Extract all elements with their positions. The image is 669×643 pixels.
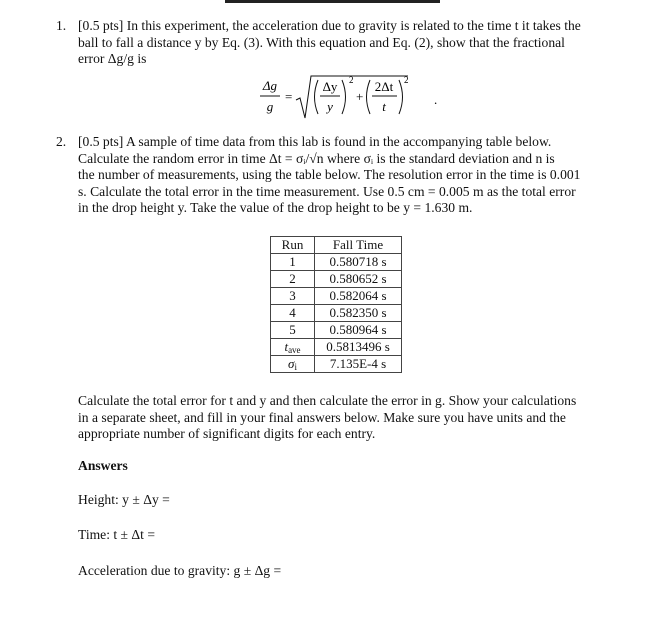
q2-line-5: in the drop height y. Take the value of the drop height to be y = 1.630 m. [78,200,473,216]
q1-line-1: [0.5 pts] In this experiment, the acceleration due to gravity is related to the time t it takes the [78,18,581,33]
q1-number: 1. [56,18,67,33]
answer-time: Time: t ± Δt = [78,527,156,542]
fall-time-cell: 0.580964 s [315,322,402,339]
formula-t2-exp: 2 [404,75,409,85]
table-header-row [271,237,402,254]
fall-time-cell: 0.580718 s [315,254,402,271]
formula-equals: = [285,89,293,104]
sigma-label-cell [271,356,315,373]
formula-t2-num: 2Δt [374,79,394,94]
run-cell: 2 [271,271,315,288]
table-row [271,271,402,288]
fall-time-cell: 0.582350 s [315,305,402,322]
average-row [271,339,402,356]
q2-line-4: s. Calculate the total error in the time measurement. Use 0.5 cm = 0.005 m as the total error [78,183,576,199]
formula-t1-den: y [327,99,333,114]
run-cell: 5 [271,322,315,339]
formula-t2-den: t [382,99,386,114]
q1-line-3: error Δg/g is [78,51,147,67]
instructions-line-1: Calculate the total error for t and y and then calculate the error in g. Show your calculations [78,393,577,408]
formula-lhs-den: g [266,99,274,114]
table-row [271,305,402,322]
q2-line-2: Calculate the random error in time Δt = σᵢ/√n where σᵢ is the standard deviation and n is [78,150,555,166]
top-rule [225,0,440,3]
sigma-row [271,356,402,373]
sigma-value-cell: 7.135E-4 s [315,356,402,373]
average-value-cell: 0.5813496 s [315,339,402,356]
instructions-line-3: appropriate number of significant digits for each entry. [78,426,376,442]
q1-line-2: ball to fall a distance y by Eq. (3). With this equation and Eq. (2), show that the fractional [78,34,565,50]
answer-gravity: Acceleration due to gravity: g ± Δg = [78,563,282,578]
answers-heading: Answers [78,458,128,473]
run-cell: 1 [271,254,315,271]
table-header-run: Run [271,237,315,254]
sigma-label: σ [288,356,295,371]
fall-time-cell: 0.580652 s [315,271,402,288]
answer-height: Height: y ± Δy = [78,492,170,507]
run-cell: 3 [271,288,315,305]
average-label: t [284,339,289,354]
table-row [271,322,402,339]
formula-t1-exp: 2 [349,75,354,85]
q1-text [78,18,623,68]
q2-text [78,134,623,217]
sigma-label-sub: i [294,362,297,372]
formula-t1-num: Δy [322,79,338,94]
instructions-text [78,393,623,443]
table-header-fall-time: Fall Time [315,237,402,254]
table-row [271,288,402,305]
q2-line-1: [0.5 pts] A sample of time data from this lab is found in the accompanying table below. [78,134,552,149]
fractional-error-formula [258,74,448,124]
average-label-sub: ave [288,345,301,355]
fall-time-table [270,236,402,373]
formula-period: . [434,92,438,107]
formula-plus: + [356,89,364,104]
table-row [271,254,402,271]
fall-time-cell: 0.582064 s [315,288,402,305]
formula-lhs-num: Δg [262,78,278,93]
run-cell: 4 [271,305,315,322]
q2-number: 2. [56,134,67,149]
instructions-line-2: in a separate sheet, and fill in your final answers below. Make sure you have units and the [78,409,566,425]
q2-line-3: the number of measurements, using the table below. The resolution error in the time is 0.001 [78,167,581,183]
average-label-cell [271,339,315,356]
